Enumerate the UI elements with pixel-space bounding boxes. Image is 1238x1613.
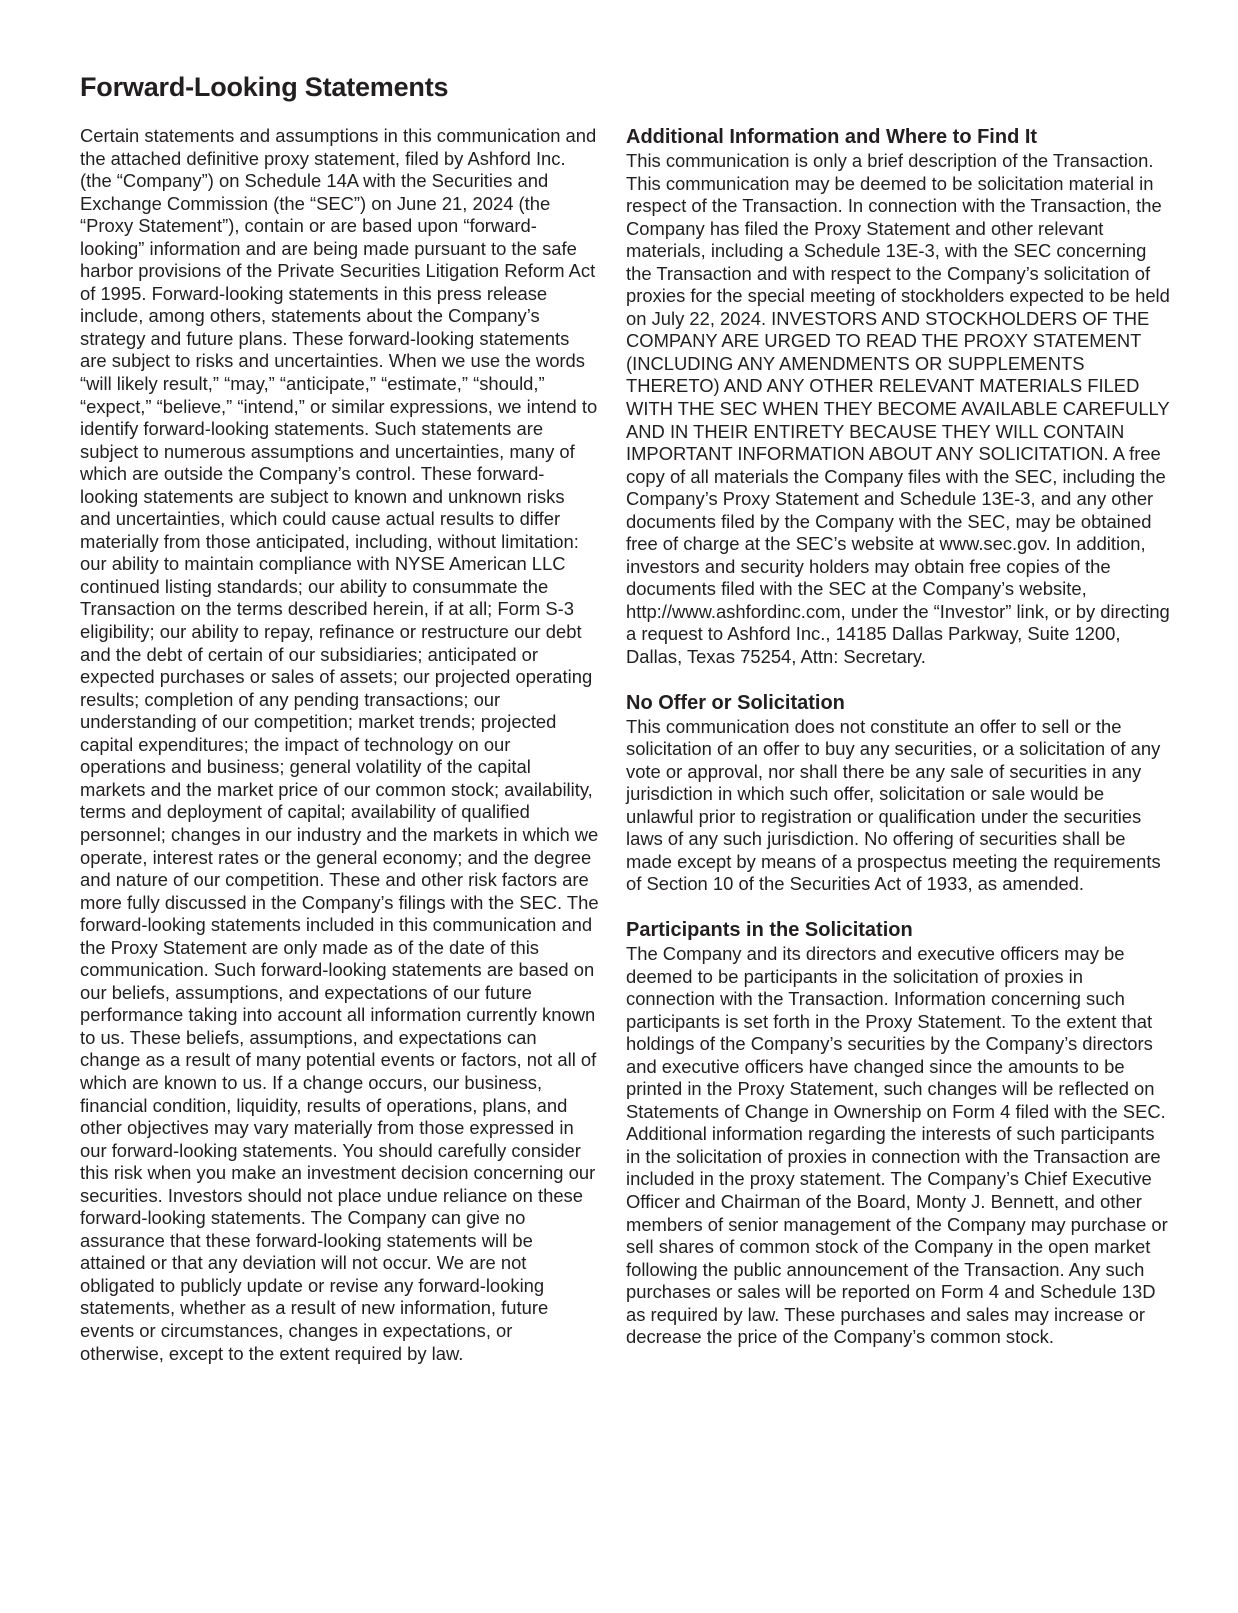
participants-body: The Company and its directors and executive officers may be deemed to be participants in the solicitation of proxies in connection with the Transaction. Information concerning such participants is set forth in the Proxy Statement. To the extent that holdings of the Company’s securities by the Company’s directors and executive officers have changed since the amounts to be printed in the Proxy Statement, such changes will be reflected on Statements of Change in Ownership on Form 4 filed with the SEC. Additional information regarding the interests of such participants in the solicitation of proxies in connection with the Transaction are included in the proxy statement. The Company’s Chief Executive Officer and Chairman of the Board, Monty J. Bennett, and other members of senior management of the Company may purchase or sell shares of common stock of the Company in the open market following the public announcement of the Transaction. Any such purchases or sales will be reported on Form 4 and Schedule 13D as required by law. These purchases and sales may increase or decrease the price of the Company’s common stock. (626, 942, 1168, 1348)
participants-section (626, 918, 1171, 1349)
page-title: Forward-Looking Statements (80, 72, 449, 102)
additional-info-body: This communication is only a brief description of the Transaction. This communication may be deemed to be solicitation material in respect of the Transaction. In connection with the Transaction, the Company has filed the Proxy Statement and other relevant materials, including a Schedule 13E-3, with the SEC concerning the Transaction and with respect to the Company’s solicitation of proxies for the special meeting of stockholders expected to be held on July 22, 2024. INVESTORS AND STOCKHOLDERS OF THE COMPANY ARE URGED TO READ THE PROXY STATEMENT (INCLUDING ANY AMENDMENTS OR SUPPLEMENTS THERETO) AND ANY OTHER RELEVANT MATERIALS FILED WITH THE SEC WHEN THEY BECOME AVAILABLE CAREFULLY AND IN THEIR ENTIRETY BECAUSE THEY WILL CONTAIN IMPORTANT INFORMATION ABOUT ANY SOLICITATION. A free copy of all materials the Company files with the SEC, including the Company’s Proxy Statement and Schedule 13E-3, and any other documents filed by the Company with the SEC, may be obtained free of charge at the SEC’s website at www.sec.gov. In addition, investors and security holders may obtain free copies of the documents filed with the SEC at the Company’s website, http://www.ashfordinc.com, under the “Investor” link, or by directing a request to Ashford Inc., 14185 Dallas Parkway, Suite 1200, Dallas, Texas 75254, Attn: Secretary. (626, 150, 1170, 668)
right-column (626, 125, 1171, 1349)
left-column (80, 125, 600, 1365)
no-offer-section (626, 691, 1171, 896)
no-offer-heading: No Offer or Solicitation (626, 691, 845, 714)
additional-info-section (626, 125, 1171, 669)
no-offer-body: This communication does not constitute an offer to sell or the solicitation of an offer to buy any securities, or a solicitation of any vote or approval, nor shall there be any sale of securities in any jurisdiction in which such offer, solicitation or sale would be unlawful prior to registration or qualification under the securities laws of any such jurisdiction. No offering of securities shall be made except by means of a prospectus meeting the requirements of Section 10 of the Securities Act of 1933, as amended. (626, 715, 1161, 895)
additional-info-heading: Additional Information and Where to Find It (626, 126, 1038, 148)
participants-heading: Participants in the Solicitation (626, 918, 913, 941)
forward-looking-body: Certain statements and assumptions in this communication and the attached definitive proxy statement, filed by Ashford Inc. (the “Company”) on Schedule 14A with the Securities and Exchange Commission (the “SEC”) on June 21, 2024 (the “Proxy Statement”), contain or are based upon “forward-looking” information and are being made pursuant to the safe harbor provisions of the Private Securities Litigation Reform Act of 1995. Forward-looking statements in this press release include, among others, statements about the Company’s strategy and future plans. These forward-looking statements are subject to risks and uncertainties. When we use the words “will likely result,” “may,” “anticipate,” “estimate,” “should,” “expect,” “believe,” “intend,” or similar expressions, we intend to identify forward-looking statements. Such statements are subject to numerous assumptions and uncertainties, many of which are outside the Company’s control. These forward-looking statements are subject to known and unknown risks and uncertainties, which could cause actual results to differ materially from those anticipated, including, without limitation: our ability to maintain compliance with NYSE American LLC continued listing standards; our ability to consummate the Transaction on the terms described herein, if at all; Form S-3 eligibility; our ability to repay, refinance or restructure our debt and the debt of certain of our subsidiaries; anticipated or expected purchases or sales of assets; our projected operating results; completion of any pending transactions; our understanding of our competition; market trends; projected capital expenditures; the impact of technology on our operations and business; general volatility of the capital markets and the market price of our common stock; availability, terms and deployment of capital; availability of qualified personnel; changes in our industry and the markets in which we operate, interest rates or the general economy; and the degree and nature of our competition. These and other risk factors are more fully discussed in the Company’s filings with the SEC. The forward-looking statements included in this communication and the Proxy Statement are only made as of the date of this communication. Such forward-looking statements are based on our beliefs, assumptions, and expectations of our future performance taking into account all information currently known to us. These beliefs, assumptions, and expectations can change as a result of many potential events or factors, not all of which are known to us. If a change occurs, our business, financial condition, liquidity, results of operations, plans, and other objectives may vary materially from those expressed in our forward-looking statements. You should carefully consider this risk when you make an investment decision concerning our securities. Investors should not place undue reliance on these forward-looking statements. The Company can give no assurance that these forward-looking statements will be attained or that any deviation will not occur. We are not obligated to publicly update or revise any forward-looking statements, whether as a result of new information, future events or circumstances, changes in expectations, or otherwise, except to the extent required by law. (80, 125, 599, 1364)
